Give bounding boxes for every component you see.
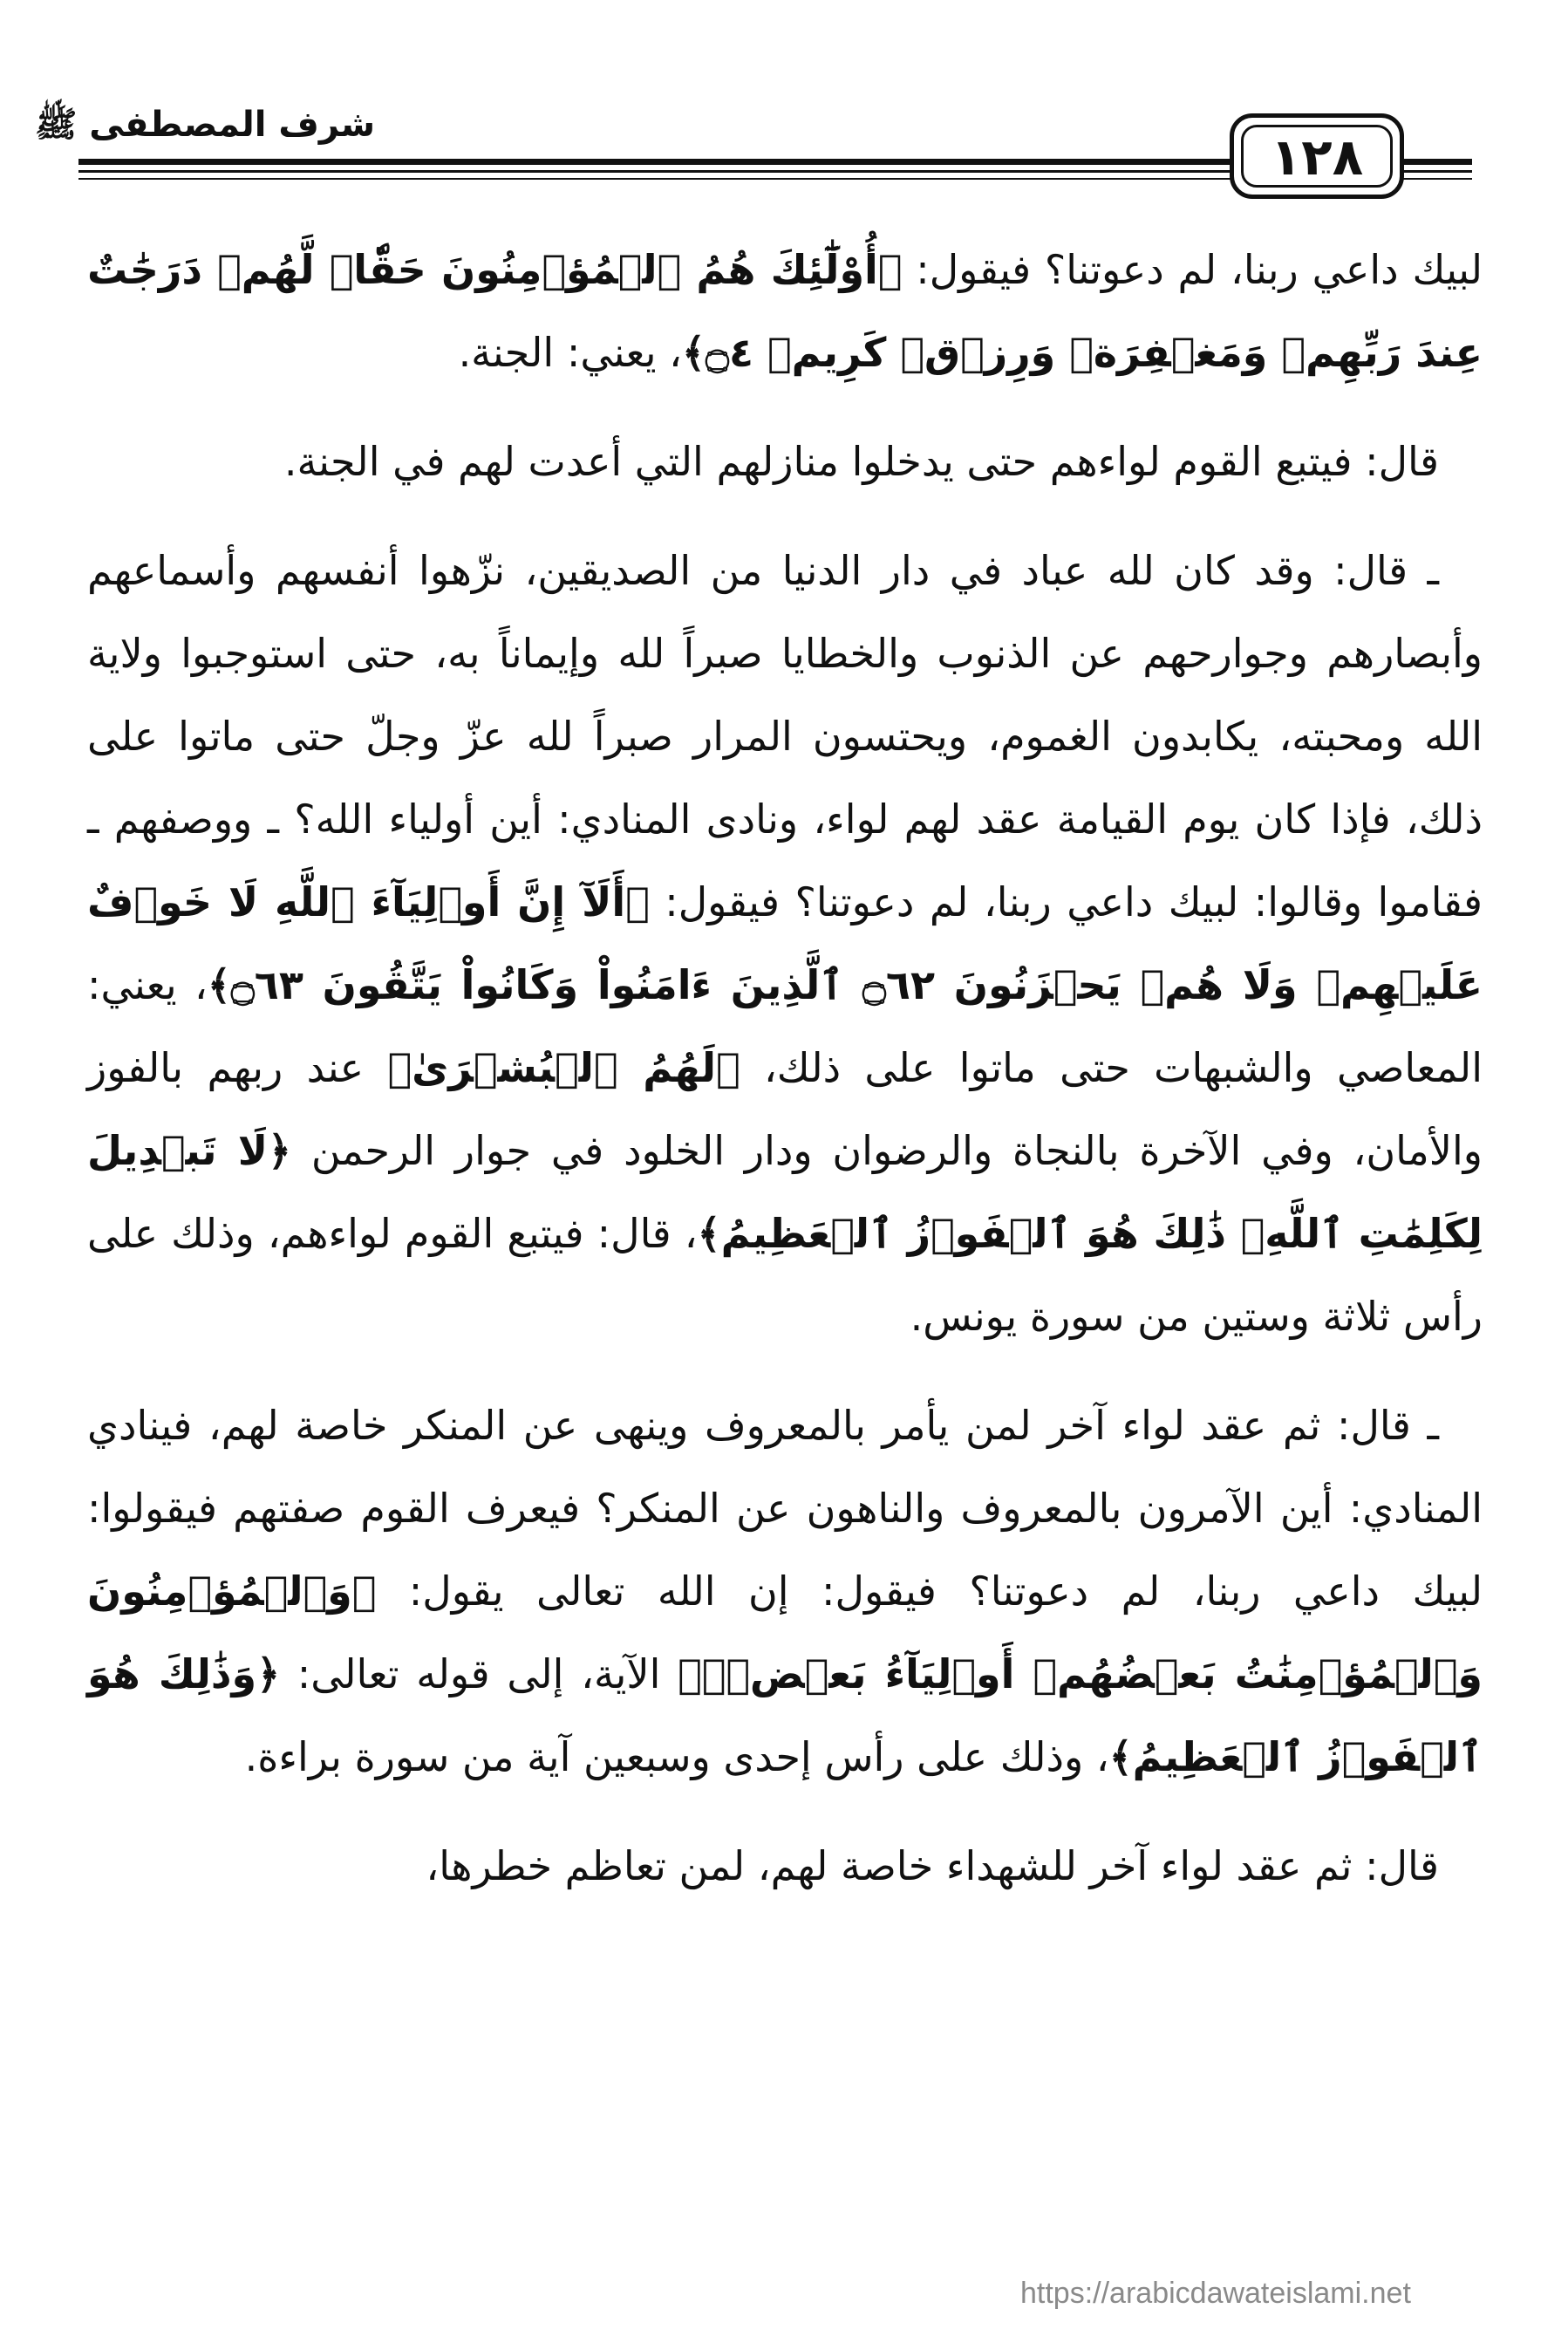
text-segment: قال: فيتبع القوم لواءهم حتى يدخلوا منازلهم التي أعدت لهم في الجنة.: [283, 438, 1439, 485]
page-header: [0, 0, 1568, 218]
text-segment: ـ قال: وقد كان لله عباد في دار الدنيا من الصديقين، نزّهوا أنفسهم وأسماعهم وأبصارهم وجوارحهم عن الذنوب والخطايا صبراً لله وإيماناً به، حتى استوجبوا ولاية الله ومحبته، يكابدون الغموم، ويحتسون المرار صبراً لله عزّ وجلّ حتى ماتوا على ذلك، فإذا كان يوم القيامة عقد لهم لواء، ونادى المنادي: أين أولياء الله؟ ـ ووصفهم ـ فقاموا وقالوا: لبيك داعي ربنا، لم دعوتنا؟ فيقول:: [87, 547, 1483, 926]
quran-verse: ﴿وَٱلۡمُؤۡمِنُونَ وَٱلۡمُؤۡمِنَٰتُ بَعۡضُهُمۡ أَوۡلِيَآءُ بَعۡضٖۚ﴾: [87, 1568, 1483, 1697]
quran-verse: ﴿أَلَآ إِنَّ أَوۡلِيَآءَ ٱللَّهِ لَا خَوۡفٌ عَلَيۡهِمۡ وَلَا هُمۡ يَحۡزَنُونَ ۝٦٢ ٱلَّذِينَ ءَامَنُواْ وَكَانُواْ يَتَّقُونَ ۝٦٣﴾: [87, 878, 1483, 1008]
page-body: [87, 229, 1483, 1934]
paragraph-5: [87, 1825, 1483, 1908]
paragraph-4: [87, 1384, 1483, 1799]
quran-verse: ﴿لَا تَبۡدِيلَ لِكَلِمَٰتِ ٱللَّهِۚ ذَٰلِكَ هُوَ ٱلۡفَوۡزُ ٱلۡعَظِيمُ﴾: [87, 1127, 1483, 1257]
quran-verse: ﴿لَهُمُ ٱلۡبُشۡرَىٰ﴾: [387, 1044, 740, 1091]
quran-verse: ﴿أُوْلَٰٓئِكَ هُمُ ٱلۡمُؤۡمِنُونَ حَقّٗاۚ لَّهُمۡ دَرَجَٰتٌ عِندَ رَبِّهِمۡ وَمَغۡفِرَةٞ وَرِزۡقٞ كَرِيمٞ ۝٤﴾: [87, 246, 1483, 376]
text-segment: ، قال: فيتبع القوم لواءهم، وذلك على رأس ثلاثة وستين من سورة يونس.: [87, 1210, 1483, 1340]
quran-verse: ﴿وَذَٰلِكَ هُوَ ٱلۡفَوۡزُ ٱلۡعَظِيمُ﴾: [87, 1650, 1483, 1780]
text-segment: عند ربهم بالفوز والأمان، وفي الآخرة بالنجاة والرضوان ودار الخلود في جوار الرحمن: [87, 1044, 1483, 1174]
text-segment: الآية، إلى قوله تعالى:: [280, 1650, 678, 1697]
running-book-title: شرف المصطفى ﷺ: [35, 105, 376, 145]
text-segment: ، يعني: الجنة.: [458, 329, 683, 376]
paragraph-1: [87, 229, 1483, 394]
text-segment: لبيك داعي ربنا، لم دعوتنا؟ فيقول:: [902, 246, 1483, 293]
paragraph-2: [87, 420, 1483, 503]
text-segment: ، وذلك على رأس إحدى وسبعين آية من سورة براءة.: [244, 1733, 1109, 1780]
page-number: ١٢٨: [1270, 127, 1364, 187]
text-segment: قال: ثم عقد لواء آخر للشهداء خاصة لهم، لمن تعاظم خطرها،: [426, 1842, 1439, 1889]
text-segment: ، يعني: المعاصي والشبهات حتى ماتوا على ذلك،: [87, 961, 1483, 1091]
page-number-frame: [1230, 113, 1404, 199]
text-segment: ـ قال: ثم عقد لواء آخر لمن يأمر بالمعروف وينهى عن المنكر خاصة لهم، فينادي المنادي: أين الآمرون بالمعروف والناهون عن المنكر؟ فيعرف القوم صفتهم فيقولوا: لبيك داعي ربنا، لم دعوتنا؟ فيقول: إن الله تعالى يقول:: [87, 1402, 1483, 1615]
paragraph-3: [87, 529, 1483, 1358]
site-watermark: https://arabicdawateislami.net: [1020, 2277, 1411, 2310]
